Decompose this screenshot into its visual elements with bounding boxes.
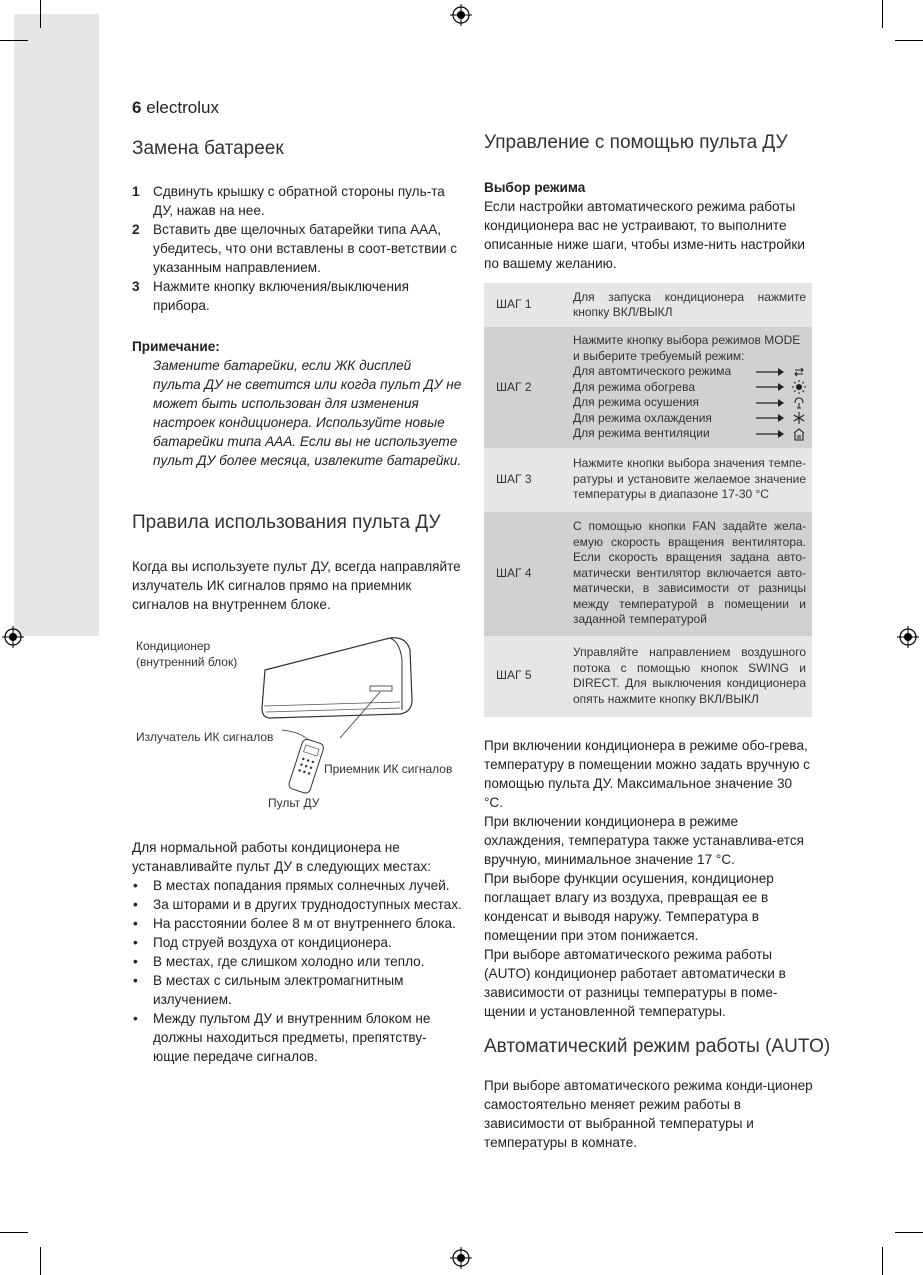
mode-title: Выбор режима (484, 180, 586, 195)
dry-icon (792, 396, 806, 410)
list-item: • В местах, где слишком холодно или тепло. (132, 952, 462, 971)
label-indoor-unit: Кондиционер (внутренний блок) (136, 639, 238, 669)
crop-mark (895, 1232, 923, 1233)
mode-row-heat: Для режима обогрева (573, 380, 806, 396)
registration-mark-icon (2, 626, 24, 648)
label-remote: Пульт ДУ (268, 796, 320, 810)
brand-name: electrolux (146, 98, 219, 117)
page-header (132, 98, 219, 118)
step-text: Нажмите кнопки выбора значения темпе-ратуры и установите желаемое значение температуры в диапазоне 17-30 °С (573, 456, 806, 502)
crop-mark (40, 0, 41, 28)
paragraph: При включении кондиционера в режиме обо-грева, температуру в помещении можно задать вручную с помощью пульта ДУ. Максимальное значение 30 °С. (484, 738, 810, 810)
paragraph: При выборе функции осушения, кондиционер поглащает влагу из воздуха, превращая ее в конденсат и выводя наружу. Температура в помещении при этом понижается. (484, 871, 774, 943)
step-text: Для запуска кондиционера нажмите кнопку ВКЛ/ВЫКЛ (573, 289, 806, 319)
page-number: 6 (132, 98, 142, 117)
side-tab-bar (14, 14, 99, 636)
step-text: Нажмите кнопку выбора режимов MODE и выберите требуемый режим: (573, 333, 801, 363)
arrow-right-icon (756, 398, 784, 408)
crop-mark (882, 1247, 883, 1275)
table-row (484, 448, 812, 512)
placement-section (132, 838, 462, 1066)
battery-section-title: Замена батареек (132, 138, 284, 159)
crop-mark (0, 40, 28, 41)
table-row (484, 512, 812, 636)
crop-mark (40, 1247, 41, 1275)
step-text: С помощью кнопки FAN задайте жела-емую скорость вращения вентилятора. Если скорость вращения задана авто-матически вентилятор включается авто-матически, в зависимости от разницы между температурой в помещении и заданной температурой (573, 519, 806, 627)
ac-remote-diagram (230, 630, 430, 800)
remote-section-title: Управление с помощью пульта ДУ (484, 132, 788, 153)
step-label: ШАГ 3 (496, 471, 532, 486)
mode-intro: Если настройки автоматического режима работы кондиционера вас не устраивают, то выполните описанные ниже шаги, чтобы изме-нить настройки по вашему желанию. (484, 199, 805, 271)
rules-intro: Когда вы используете пульт ДУ, всегда направляйте излучатель ИК сигналов прямо на приемник сигналов на внутреннем блоке. (132, 559, 461, 612)
note-text: Замените батарейки, если ЖК дисплей пульта ДУ не светится или когда пульт ДУ не может быть использован для изменения настроек кондиционера. Используйте новые батарейки типа ААА. Если вы не используете пульт ДУ более месяца, извлеките батарейки. (153, 358, 462, 468)
arrow-right-icon (756, 429, 784, 439)
step-label: ШАГ 1 (496, 297, 532, 312)
mode-row-fan: Для режима вентиляции (573, 426, 806, 442)
label-ir-receiver: Приемник ИК сигналов (324, 762, 453, 776)
list-item: • За шторами и в других труднодоступных местах. (132, 895, 462, 914)
snowflake-icon (792, 411, 806, 425)
registration-mark-icon (897, 626, 919, 648)
crop-mark (0, 1232, 28, 1233)
list-item: • В местах с сильным электромагнитным излучением. (132, 971, 462, 1009)
auto-mode-title: Автоматический режим работы (AUTO) (484, 1036, 831, 1057)
mode-row-auto: Для автомтического режима (573, 364, 806, 380)
step-text: Управляйте направлением воздушного потока с помощью кнопок SWING и DIRECT. Для выключения кондиционера опять нажмите кнопку ВКЛ/ВЫКЛ (573, 645, 806, 706)
step-label: ШАГ 5 (496, 668, 532, 683)
step-text-cell (563, 327, 812, 448)
crop-mark (882, 0, 883, 28)
step-label: ШАГ 4 (496, 565, 532, 580)
registration-mark-icon (450, 1247, 472, 1269)
mode-row-dry: Для режима осушения (573, 395, 806, 411)
arrow-right-icon (756, 382, 784, 392)
arrow-right-icon (756, 413, 784, 423)
label-ir-emitter: Излучатель ИК сигналов (136, 730, 274, 744)
table-row (484, 636, 812, 717)
steps-table (484, 283, 812, 717)
battery-steps-list (132, 182, 462, 315)
table-row (484, 283, 812, 327)
list-item: 3 Нажмите кнопку включения/выключения прибора. (132, 279, 409, 313)
list-item: • Между пультом ДУ и внутренним блоком не должны находиться предметы, препятству-ющие передаче сигналов. (132, 1009, 462, 1066)
list-item: 2 Вставить две щелочных батарейки типа ААА, убедитесь, что они вставлены в соот-ветствии с указанным направлением. (132, 222, 458, 275)
battery-section (132, 182, 462, 470)
step-label: ШАГ 2 (496, 379, 532, 394)
arrow-right-icon (756, 367, 784, 377)
registration-mark-icon (450, 4, 472, 26)
paragraph: При выборе автоматического режима работы (AUTO) кондиционер работает автоматически в зависимости от разницы температуры в поме-щении и установленной температуры. (484, 947, 786, 1019)
list-item: • Под струей воздуха от кондиционера. (132, 933, 462, 952)
fan-icon (792, 427, 806, 441)
placement-list (132, 876, 462, 1066)
list-item: • В местах попадания прямых солнечных лучей. (132, 876, 462, 895)
list-item: • На расстоянии более 8 м от внутреннего блока. (132, 914, 462, 933)
crop-mark (895, 40, 923, 41)
table-row (484, 327, 812, 448)
auto-mode-icon (792, 365, 806, 379)
sun-icon (792, 380, 806, 394)
mode-row-cool: Для режима охлаждения (573, 411, 806, 427)
paragraph: При включении кондиционера в режиме охлаждения, температура также устанавлива-ется вручную, минимальное значение 17 °С. (484, 814, 805, 867)
mode-section (484, 178, 814, 273)
placement-intro: Для нормальной работы кондиционера не устанавливайте пульт ДУ в следующих местах: (132, 840, 431, 874)
note-title: Примечание: (132, 339, 220, 354)
rules-section-title: Правила использования пульта ДУ (132, 512, 441, 533)
modes-description (484, 736, 814, 1021)
auto-mode-text: При выборе автоматического режима конди-ционер самостоятельно меняет режим работы в зависимости от выбранной температуры и температуры в комнате. (484, 1078, 813, 1150)
list-item: 1 Сдвинуть крышку с обратной стороны пуль-та ДУ, нажав на нее. (132, 184, 445, 218)
